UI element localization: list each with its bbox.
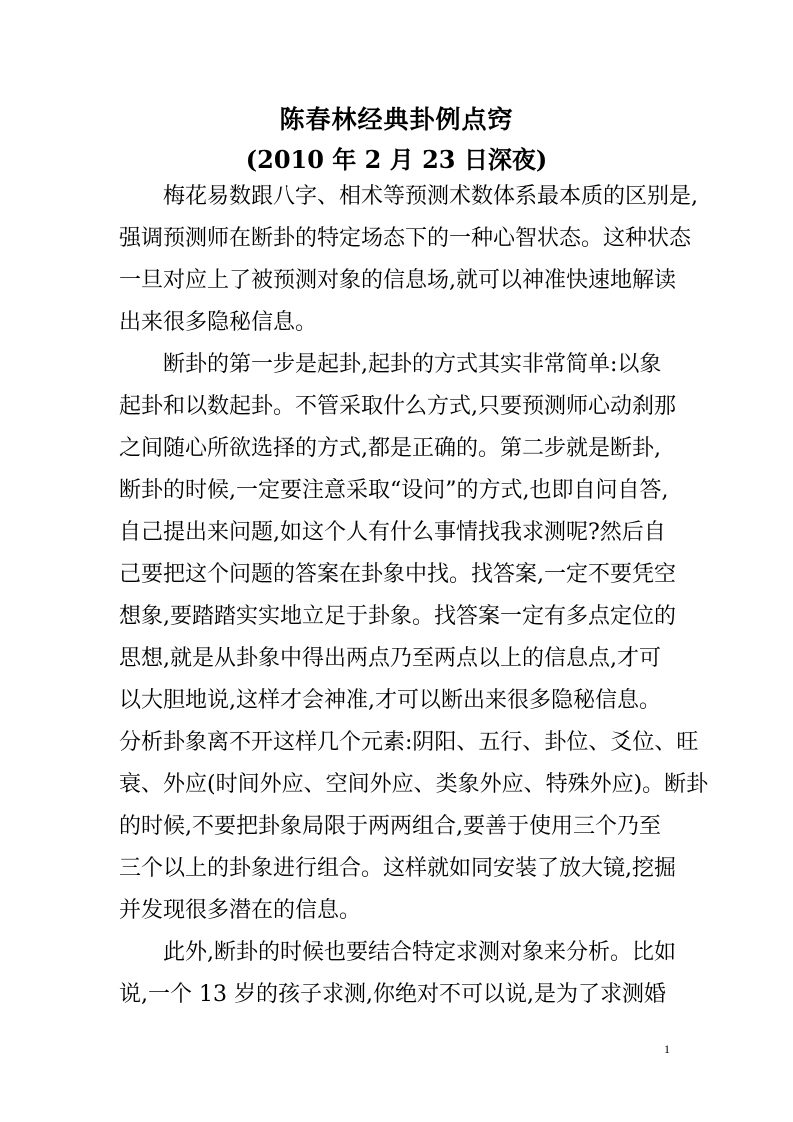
paragraph-1-line-4: 出来很多隐秘信息。	[119, 310, 318, 335]
paragraph-1-line-3: 一旦对应上了被预测对象的信息场,就可以神准快速地解读	[119, 268, 676, 293]
paragraph-2-line-13: 三个以上的卦象进行组合。这样就如同安装了放大镜,挖掘	[119, 856, 676, 881]
paragraph-2-line-4: 断卦的时候,一定要注意采取“设问”的方式,也即自问自答,	[119, 478, 669, 503]
paragraph-3-line-1: 此外,断卦的时候也要结合特定求测对象来分析。比如	[163, 940, 676, 965]
paragraph-2-line-5: 自己提出来问题,如这个人有什么事情找我求测呢?然后自	[119, 520, 666, 545]
paragraph-2-line-11: 衰、外应(时间外应、空间外应、类象外应、特殊外应)。断卦	[119, 772, 709, 797]
paragraph-2-line-9: 以大胆地说,这样才会神准,才可以断出来很多隐秘信息。	[119, 688, 661, 713]
paragraph-2-line-10: 分析卦象离不开这样几个元素:阴阳、五行、卦位、爻位、旺	[119, 730, 699, 755]
document-title: 陈春林经典卦例点窍	[279, 105, 514, 134]
paragraph-3-line-2: 说,一个 13 岁的孩子求测,你绝对不可以说,是为了求测婚	[119, 982, 666, 1007]
paragraph-2-line-6: 己要把这个问题的答案在卦象中找。找答案,一定不要凭空	[119, 562, 676, 587]
paragraph-2-line-8: 思想,就是从卦象中得出两点乃至两点以上的信息点,才可	[119, 646, 661, 671]
page-number: 1	[664, 1042, 670, 1056]
paragraph-2-line-7: 想象,要踏踏实实地立足于卦象。找答案一定有多点定位的	[119, 604, 676, 629]
paragraph-2-line-14: 并发现很多潜在的信息。	[119, 898, 362, 923]
paragraph-1-line-2: 强调预测师在断卦的特定场态下的一种心智状态。这种状态	[119, 226, 692, 251]
paragraph-2-line-3: 之间随心所欲选择的方式,都是正确的。第二步就是断卦,	[119, 436, 661, 461]
paragraph-2-line-12: 的时候,不要把卦象局限于两两组合,要善于使用三个乃至	[119, 814, 661, 839]
document-subtitle: (2010 年 2 月 23 日深夜)	[245, 145, 548, 174]
paragraph-2-line-1: 断卦的第一步是起卦,起卦的方式其实非常简单:以象	[163, 352, 662, 377]
paragraph-2-line-2: 起卦和以数起卦。不管采取什么方式,只要预测师心动刹那	[119, 394, 676, 419]
paragraph-1-line-1: 梅花易数跟八字、相术等预测术数体系最本质的区别是,	[163, 184, 698, 209]
